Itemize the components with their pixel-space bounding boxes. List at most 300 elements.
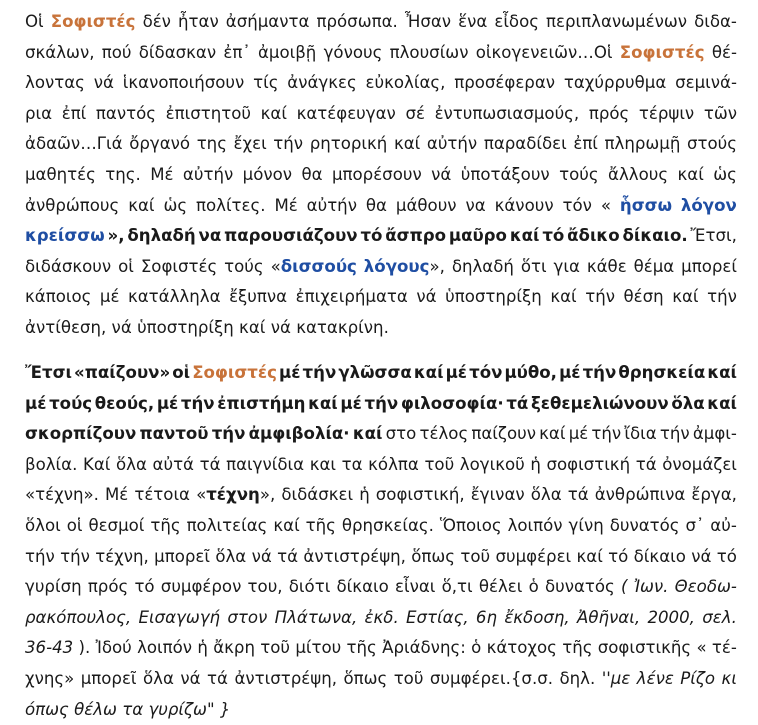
word: ἐκδ. bbox=[364, 607, 399, 627]
word: καί bbox=[539, 424, 566, 444]
word: τέχνη, bbox=[95, 546, 149, 566]
word: μέ bbox=[568, 424, 589, 444]
p1-line bbox=[25, 38, 737, 69]
word: δέν bbox=[142, 12, 171, 31]
word: Οἱ bbox=[25, 12, 44, 31]
word: στούς bbox=[686, 134, 737, 154]
word: λοιπόν bbox=[507, 515, 563, 535]
word: ἀδαῶν…Γιά bbox=[25, 134, 123, 154]
word: καί bbox=[677, 164, 704, 184]
word: μάθουν bbox=[395, 195, 457, 215]
p1-line bbox=[25, 68, 737, 99]
word: κατάλληλα bbox=[127, 287, 221, 307]
word: Σοφιστές bbox=[50, 12, 136, 31]
word: κατακρίνη. bbox=[296, 317, 389, 337]
word: σοφιστική bbox=[546, 454, 631, 474]
word: θα bbox=[301, 164, 323, 184]
word: καί bbox=[550, 287, 577, 307]
word: τό bbox=[134, 577, 155, 597]
word: αὐτήν bbox=[182, 164, 234, 184]
word: σέ bbox=[405, 103, 425, 123]
word: ἡ bbox=[359, 485, 370, 505]
word: ἀνάγκες bbox=[287, 73, 357, 93]
word: θέμα bbox=[633, 256, 675, 276]
p2-line bbox=[25, 572, 737, 603]
word: Ἔτσι bbox=[25, 363, 72, 382]
word: πού bbox=[101, 42, 132, 62]
word: καί bbox=[672, 287, 699, 307]
word: ὅλα bbox=[116, 454, 147, 474]
word: αὐτά bbox=[152, 454, 194, 474]
word: δυνατός bbox=[544, 577, 615, 597]
word: μαθητές bbox=[25, 164, 96, 184]
word: τό bbox=[360, 226, 383, 246]
word: γυρίζω" bbox=[148, 699, 215, 719]
word: νά bbox=[180, 668, 201, 688]
word: Ἀθῆναι, bbox=[577, 607, 641, 627]
word: τήν bbox=[591, 424, 622, 444]
word: εἶδος bbox=[494, 12, 539, 31]
word: πολίτες. bbox=[195, 195, 266, 215]
p1-line bbox=[25, 282, 737, 313]
word: νά bbox=[111, 317, 132, 337]
word: κατέφευγαν bbox=[296, 103, 396, 123]
word: τά bbox=[635, 454, 657, 474]
word: θρησκεία bbox=[618, 363, 706, 382]
word: μίτου bbox=[295, 638, 342, 658]
word: Μέ bbox=[104, 485, 129, 505]
word: Σοφιστές bbox=[192, 363, 277, 382]
p1-line bbox=[25, 313, 737, 344]
word: παντοῦ bbox=[139, 424, 209, 444]
word: ὅλα bbox=[143, 668, 174, 688]
word: μόνον bbox=[242, 164, 293, 184]
word: ἄλλους bbox=[608, 164, 669, 184]
word: ἡ bbox=[530, 454, 541, 474]
word: κάθε bbox=[586, 256, 627, 276]
word: ἀμφι- bbox=[692, 424, 737, 444]
word: καί bbox=[352, 424, 383, 444]
word: δίκαιο. bbox=[622, 226, 688, 246]
word: ἀμφιβολία· bbox=[248, 424, 350, 444]
word: τῆς bbox=[346, 638, 377, 658]
word: νά bbox=[251, 546, 272, 566]
word: νά bbox=[270, 317, 291, 337]
word: Εισαγωγή bbox=[138, 607, 221, 627]
word: παιγνίδια bbox=[226, 454, 305, 474]
word: τήν bbox=[364, 393, 399, 413]
word: να bbox=[198, 226, 222, 246]
word: τοῦ bbox=[424, 454, 455, 474]
word: 6η bbox=[475, 607, 497, 627]
word: δηλαδή bbox=[127, 226, 196, 246]
word: συμφέρει.{σ.σ. bbox=[429, 668, 554, 688]
p2-line bbox=[25, 664, 737, 695]
word: της. bbox=[105, 164, 141, 184]
word: ὅλα bbox=[530, 485, 562, 505]
word: δυνατός bbox=[609, 515, 680, 535]
word: Καί bbox=[82, 454, 111, 474]
word: τῆς bbox=[150, 515, 181, 535]
word: Μέ bbox=[150, 164, 174, 184]
word: σκάλων, bbox=[25, 42, 95, 62]
word: Σοφιστές bbox=[619, 42, 705, 62]
word: νά bbox=[431, 164, 452, 184]
word: θέση bbox=[623, 287, 664, 307]
word: κόλπα bbox=[368, 454, 419, 474]
p1-line bbox=[25, 7, 737, 38]
word: αὐ- bbox=[710, 515, 737, 535]
word: ὡς bbox=[163, 195, 188, 215]
word: δίκαιο bbox=[336, 577, 389, 597]
word: ὑποτάξουν bbox=[460, 164, 550, 184]
word: στον bbox=[227, 607, 268, 627]
word: θέλει bbox=[478, 577, 523, 597]
word: γόνους bbox=[323, 42, 383, 62]
word: ὑποστηρίξη bbox=[137, 317, 234, 337]
word: τοῦ bbox=[393, 668, 424, 688]
p1-line bbox=[25, 160, 737, 191]
word: τήν bbox=[585, 287, 615, 307]
word: περιπλανωμένων bbox=[546, 12, 688, 31]
word: ἀντιστρέψη, bbox=[303, 546, 406, 566]
word: ὅ,τι bbox=[441, 577, 473, 597]
word: Ἔτσι, bbox=[690, 226, 737, 246]
word: καί bbox=[413, 363, 444, 382]
word: θα bbox=[365, 195, 387, 215]
word: τῆς bbox=[562, 638, 593, 658]
word: τήν bbox=[60, 546, 90, 566]
word: λογικοῦ bbox=[459, 454, 525, 474]
word: τα bbox=[341, 454, 363, 474]
word: λένε bbox=[636, 668, 674, 688]
word: πρός bbox=[588, 103, 630, 123]
word: πληρωμῇ bbox=[604, 134, 681, 154]
word: μέ bbox=[156, 393, 179, 413]
word: ὑποστηρίξη bbox=[445, 287, 542, 307]
word: τό bbox=[716, 546, 737, 566]
word: μέ bbox=[340, 393, 362, 413]
word: τήν bbox=[302, 363, 337, 382]
word: κάνουν bbox=[494, 195, 554, 215]
p2-line bbox=[25, 542, 737, 573]
word: καί bbox=[393, 134, 421, 154]
word: ἡ bbox=[197, 638, 208, 658]
word: γλῶσσα bbox=[338, 363, 412, 382]
paragraph-1 bbox=[25, 7, 737, 344]
word: διδάσκουν bbox=[25, 256, 112, 276]
word: ἄσπρο bbox=[385, 226, 447, 246]
word: τόν bbox=[469, 363, 503, 382]
word: τήν bbox=[25, 546, 55, 566]
word: Ἦσαν bbox=[404, 12, 452, 31]
word: τά bbox=[199, 454, 221, 474]
word: καί bbox=[707, 363, 737, 382]
word: ἱκανοποιήσουν bbox=[122, 73, 245, 93]
word: σ᾿ bbox=[685, 515, 705, 535]
word: ἔργα, bbox=[691, 485, 737, 505]
word: καί bbox=[509, 226, 540, 246]
word: ἀμοιβῇ bbox=[257, 42, 317, 62]
word: μέ bbox=[279, 363, 301, 382]
word: «τέχνη». bbox=[25, 485, 99, 505]
word: οἰκογενειῶν…Οἱ bbox=[475, 42, 613, 62]
p2-line bbox=[25, 358, 737, 389]
word: σοφιστικῆς bbox=[597, 638, 692, 658]
p2-line bbox=[25, 511, 737, 542]
word: σελ. bbox=[702, 607, 737, 627]
word: μέ bbox=[559, 363, 581, 382]
word: ἐντυπωσιασμούς, bbox=[434, 103, 580, 123]
word: κάποιος bbox=[25, 287, 92, 307]
word: σοφιστική, bbox=[375, 485, 465, 505]
word: τά bbox=[207, 668, 228, 688]
word: ἀντιστρέψη, bbox=[234, 668, 337, 688]
word: ἄκρη bbox=[213, 638, 255, 658]
word: «τέχνη», bbox=[196, 485, 276, 505]
word: γυρίση bbox=[25, 577, 82, 597]
word: «δισσούς bbox=[270, 256, 357, 276]
word: παντός bbox=[95, 103, 157, 123]
word: ὅλα bbox=[671, 393, 705, 413]
word: πολιτείας bbox=[186, 515, 268, 535]
word: διδα- bbox=[694, 12, 737, 31]
paragraph-2 bbox=[25, 358, 737, 725]
word: τέρψιν bbox=[638, 103, 695, 123]
word: Σοφιστές bbox=[140, 256, 218, 276]
word: καί bbox=[260, 103, 287, 123]
word: τούς bbox=[559, 164, 599, 184]
word: αὐτήν bbox=[306, 195, 357, 215]
word: ὄργανό bbox=[129, 134, 191, 154]
word: τέ- bbox=[711, 638, 737, 658]
word: μέ bbox=[25, 393, 47, 413]
word: τέτοια bbox=[134, 485, 190, 505]
word: οἱ bbox=[118, 256, 134, 276]
word: δίκαιο bbox=[633, 546, 686, 566]
word: ἴδια bbox=[624, 424, 657, 444]
word: ὅπως bbox=[411, 546, 456, 566]
word: δίδασκαν bbox=[138, 42, 217, 62]
word: ἐπί bbox=[573, 134, 598, 154]
word: τήν bbox=[582, 363, 617, 382]
word: λόγον bbox=[680, 195, 737, 215]
word: κρείσσω bbox=[25, 226, 105, 246]
word: ὁ bbox=[471, 638, 482, 658]
word: τοῦ bbox=[460, 546, 491, 566]
word: όπως bbox=[25, 699, 69, 719]
word: ἀσήμαντα bbox=[225, 12, 310, 31]
p2-line bbox=[25, 480, 737, 511]
word: πρός bbox=[87, 577, 129, 597]
p2-line bbox=[25, 450, 737, 481]
word: τίς bbox=[253, 73, 279, 93]
word: εἶναι bbox=[394, 577, 436, 597]
p2-line bbox=[25, 633, 737, 664]
word: τέλος bbox=[419, 424, 469, 444]
word: τούς bbox=[49, 393, 93, 413]
word: ἀντίθεση, bbox=[25, 317, 107, 337]
word: ὀνομάζει bbox=[662, 454, 737, 474]
word: λοιπόν bbox=[137, 638, 193, 658]
word: εὐκολίας, bbox=[365, 73, 446, 93]
p1-line bbox=[25, 221, 737, 252]
word: ἀνθρώπους bbox=[25, 195, 120, 215]
word: ἐπί bbox=[61, 103, 87, 123]
word: 2000, bbox=[647, 607, 695, 627]
word: μπορεί bbox=[681, 256, 737, 276]
word: παραδίδει bbox=[483, 134, 567, 154]
word: οἱ bbox=[172, 363, 191, 382]
word: τα bbox=[122, 699, 144, 719]
word: Θεοδω- bbox=[674, 577, 737, 597]
word: συμφέρει bbox=[495, 546, 572, 566]
word: », bbox=[107, 226, 125, 246]
word: και bbox=[309, 454, 337, 474]
p2-line bbox=[25, 695, 737, 725]
word: ἐπιστήμη bbox=[217, 393, 306, 413]
p2-line bbox=[25, 389, 737, 420]
word: λοντας bbox=[25, 73, 85, 93]
word: ταχύρρυθμα bbox=[563, 73, 667, 93]
word: θρησκείας. bbox=[341, 515, 434, 535]
word: συμφέρον bbox=[160, 577, 242, 597]
word: ἐπιστητοῦ bbox=[165, 103, 251, 123]
p1-line bbox=[25, 99, 737, 130]
word: καί bbox=[273, 515, 300, 535]
word: φιλοσοφία· bbox=[400, 393, 504, 413]
word: μέ bbox=[445, 363, 468, 382]
word: ἐπ᾿ bbox=[223, 42, 251, 62]
word: του, bbox=[247, 577, 283, 597]
word: μπορέσουν bbox=[331, 164, 422, 184]
word: διότι bbox=[288, 577, 331, 597]
word: ἄδικο bbox=[567, 226, 620, 246]
word: ὡς bbox=[713, 164, 737, 184]
word: ἔχει bbox=[233, 134, 267, 154]
word: ἧσσω bbox=[619, 195, 672, 215]
word: τήν bbox=[180, 393, 215, 413]
word: ρακόπουλος, bbox=[25, 607, 132, 627]
word: θέλω bbox=[74, 699, 117, 719]
word: ( bbox=[621, 577, 628, 597]
word: Εστίας, bbox=[406, 607, 469, 627]
word: θεσμοί bbox=[88, 515, 145, 535]
word: πρόσωπα. bbox=[316, 12, 398, 31]
word: τήν bbox=[211, 424, 246, 444]
word: ἦταν bbox=[178, 12, 219, 31]
word: τόν bbox=[562, 195, 592, 215]
word: παρουσιάζουν bbox=[224, 226, 358, 246]
word: ''με bbox=[601, 668, 631, 688]
p1-line bbox=[25, 191, 737, 222]
word: λόγους», bbox=[363, 256, 445, 276]
word: νά bbox=[691, 546, 712, 566]
word: } bbox=[219, 699, 231, 719]
word: μπορεῖ bbox=[154, 546, 210, 566]
word: ἐπιχειρήματα bbox=[295, 287, 408, 307]
word: να bbox=[465, 195, 486, 215]
word: «παίζουν» bbox=[74, 363, 171, 382]
word: ἀνθρώπινα bbox=[594, 485, 686, 505]
word: τήν bbox=[707, 287, 737, 307]
word: θέ- bbox=[711, 42, 737, 62]
word: « bbox=[696, 638, 707, 658]
word: παίζουν bbox=[471, 424, 536, 444]
word: κάτοχος bbox=[486, 638, 557, 658]
word: ἔγιναν bbox=[470, 485, 525, 505]
word: μαῦρο bbox=[448, 226, 507, 246]
word: ρια bbox=[25, 103, 53, 123]
word: βολία. bbox=[25, 454, 78, 474]
word: τό bbox=[608, 546, 629, 566]
word: Ὅποιος bbox=[439, 515, 502, 535]
word: 36-43 bbox=[25, 638, 74, 658]
word: ). bbox=[78, 638, 91, 658]
word: Ἀριάδνης: bbox=[382, 638, 466, 658]
word: θεούς, bbox=[94, 393, 155, 413]
p2-line bbox=[25, 419, 737, 450]
word: ἔξυπνα bbox=[229, 287, 288, 307]
word: νά bbox=[93, 73, 114, 93]
word: ἕνα bbox=[458, 12, 488, 31]
word: προσέφεραν bbox=[454, 73, 556, 93]
word: Μέ bbox=[274, 195, 298, 215]
word: νά bbox=[416, 287, 437, 307]
word: τήν bbox=[659, 424, 690, 444]
word: ὅλοι bbox=[25, 515, 61, 535]
word: Ρίζο bbox=[680, 668, 716, 688]
word: τούς bbox=[224, 256, 264, 276]
word: ὁ bbox=[528, 577, 539, 597]
word: αὐτήν bbox=[426, 134, 478, 154]
word: Πλάτωνα, bbox=[274, 607, 358, 627]
word: τήν bbox=[273, 134, 304, 154]
word: σκορπίζουν bbox=[25, 424, 137, 444]
word: μέ bbox=[99, 287, 120, 307]
word: τά bbox=[277, 546, 299, 566]
word: κι bbox=[721, 668, 737, 688]
p1-line bbox=[25, 252, 737, 283]
word: δηλαδή bbox=[451, 256, 514, 276]
p2-line bbox=[25, 603, 737, 634]
word: τῆς bbox=[305, 515, 336, 535]
word: ὅλα bbox=[215, 546, 247, 566]
word: Ἰων. bbox=[633, 577, 669, 597]
word: οἱ bbox=[66, 515, 83, 535]
word: δηλ. bbox=[559, 668, 596, 688]
word: καί bbox=[308, 393, 338, 413]
word: τό bbox=[542, 226, 565, 246]
word: σεμινά- bbox=[675, 73, 737, 93]
word: ὅτι bbox=[520, 256, 547, 276]
word: καί bbox=[239, 317, 266, 337]
word: τά bbox=[506, 393, 529, 413]
word: πλουσίων bbox=[389, 42, 469, 62]
word: ἔκδοση, bbox=[504, 607, 570, 627]
word: χνης» bbox=[25, 668, 75, 688]
word: τῶν bbox=[703, 103, 737, 123]
word: μύθο, bbox=[504, 363, 557, 382]
word: της bbox=[196, 134, 227, 154]
word: τοῦ bbox=[260, 638, 291, 658]
word: στο bbox=[385, 424, 417, 444]
word: καί bbox=[128, 195, 155, 215]
word: « bbox=[600, 195, 611, 215]
word: για bbox=[553, 256, 580, 276]
word: καί bbox=[707, 393, 737, 413]
word: καί bbox=[576, 546, 603, 566]
